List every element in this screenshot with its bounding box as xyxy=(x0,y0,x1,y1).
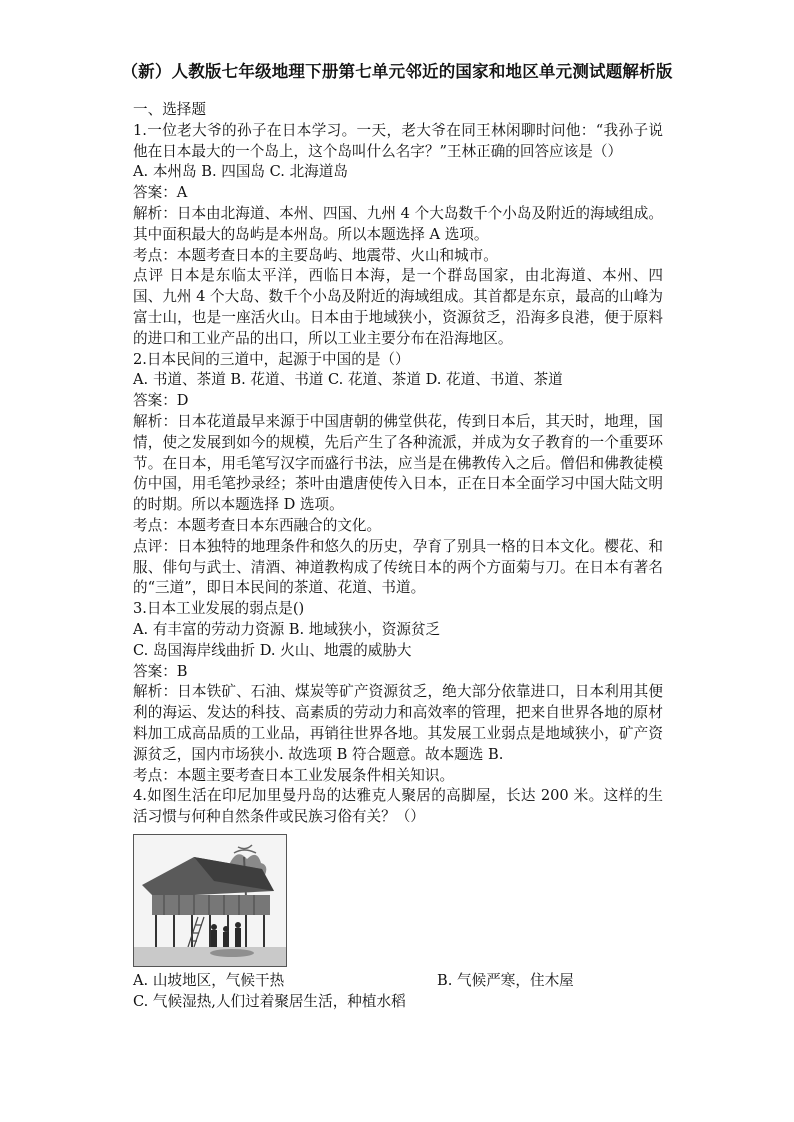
q1-kaodian: 考点：本题考查日本的主要岛屿、地震带、火山和城市。 xyxy=(133,246,498,264)
q2-options: A. 书道、茶道 B. 花道、书道 C. 花道、茶道 D. 花道、书道、茶道 xyxy=(133,371,563,389)
q2-kaodian: 考点：本题考查日本东西融合的文化。 xyxy=(133,516,382,534)
q3-options-2: C. 岛国海岸线曲折 D. 火山、地震的威胁大 xyxy=(133,641,412,659)
q1-analysis: 解析：日本由北海道、本州、四国、九州 4 个大岛数千个小岛及附近的海域组成。其中面积最大的岛屿是本州岛。所以本题选择 A 选项。 xyxy=(133,204,663,243)
q4-option-a: A. 山坡地区，气候干热 xyxy=(133,971,285,989)
document-title: （新）人教版七年级地理下册第七单元邻近的国家和地区单元测试题解析版 xyxy=(121,62,673,81)
q3-stem: 3.日本工业发展的弱点是() xyxy=(133,600,305,618)
q1-answer: 答案：A xyxy=(133,184,188,202)
q2-analysis: 解析：日本花道最早来源于中国唐朝的佛堂供花，传到日本后，其天时，地理，国情，使之发展到如今的规模，先后产生了各种流派，并成为女子教育的一个重要环节。在日本，用毛笔写汉字而盛行书法，应当是在佛教传入之后。僧侣和佛教徒模仿中国，用毛笔抄录经；茶叶由遣唐使传入日本，正在日本全面学习中国大陆文明的时期。所以本题选择 D 选项。 xyxy=(133,412,663,514)
q2-dianping: 点评：日本独特的地理条件和悠久的历史，孕育了别具一格的日本文化。樱花、和服、俳句与武士、清酒、神道教构成了传统日本的两个方面菊与刀。在日本有著名的“三道”，即日本民间的茶道、花道、书道。 xyxy=(133,537,663,597)
q4-options-row xyxy=(133,971,663,992)
q1-dianping: 点评 日本是东临太平洋，西临日本海，是一个群岛国家，由北海道、本州、四国、九州 4 个大岛、数千个小岛及附近的海域组成。其首都是东京，最高的山峰为富士山，也是一座活火山。日本由于地域狭小，资源贫乏，沿海多良港，便于原料的进口和工业产品的出口，所以工业主要分布在沿海地区。 xyxy=(133,267,663,347)
stilt-house-image xyxy=(133,834,287,967)
q2-answer: 答案：D xyxy=(133,392,189,410)
q3-kaodian: 考点：本题主要考查日本工业发展条件相关知识。 xyxy=(133,766,455,784)
q1-stem: 1.一位老大爷的孙子在日本学习。一天，老大爷在同王林闲聊时问他：“我孙子说他在日本最大的一个岛上，这个岛叫什么名字？”王林正确的回答应该是（） xyxy=(133,121,663,160)
q3-analysis: 解析：日本铁矿、石油、煤炭等矿产资源贫乏，绝大部分依靠进口，日本利用其便利的海运、发达的科技、高素质的劳动力和高效率的管理，把来自世界各地的原材料加工成高品质的工业品，再销往世界各地。其发展工业弱点是地域狭小，矿产资源贫乏，国内市场狭小. 故选项 B 符合题意。故本题选 B. xyxy=(133,683,663,763)
q3-options-1: A. 有丰富的劳动力资源 B. 地域狭小，资源贫乏 xyxy=(133,620,441,638)
q4-option-b: B. 气候严寒，住木屋 xyxy=(437,971,574,989)
q3-answer: 答案：B xyxy=(133,662,188,680)
q4-stem: 4.如图生活在印尼加里曼丹岛的达雅克人聚居的高脚屋，长达 200 米。这样的生活习惯与何种自然条件或民族习俗有关？（） xyxy=(133,787,663,826)
q2-stem: 2.日本民间的三道中，起源于中国的是（） xyxy=(133,350,410,368)
q4-option-c: C. 气候湿热,人们过着聚居生活，种植水稻 xyxy=(133,992,406,1010)
document-body xyxy=(133,100,663,1012)
section-heading: 一、选择题 xyxy=(133,101,206,118)
q1-options: A. 本州岛 B. 四国岛 C. 北海道岛 xyxy=(133,163,348,181)
